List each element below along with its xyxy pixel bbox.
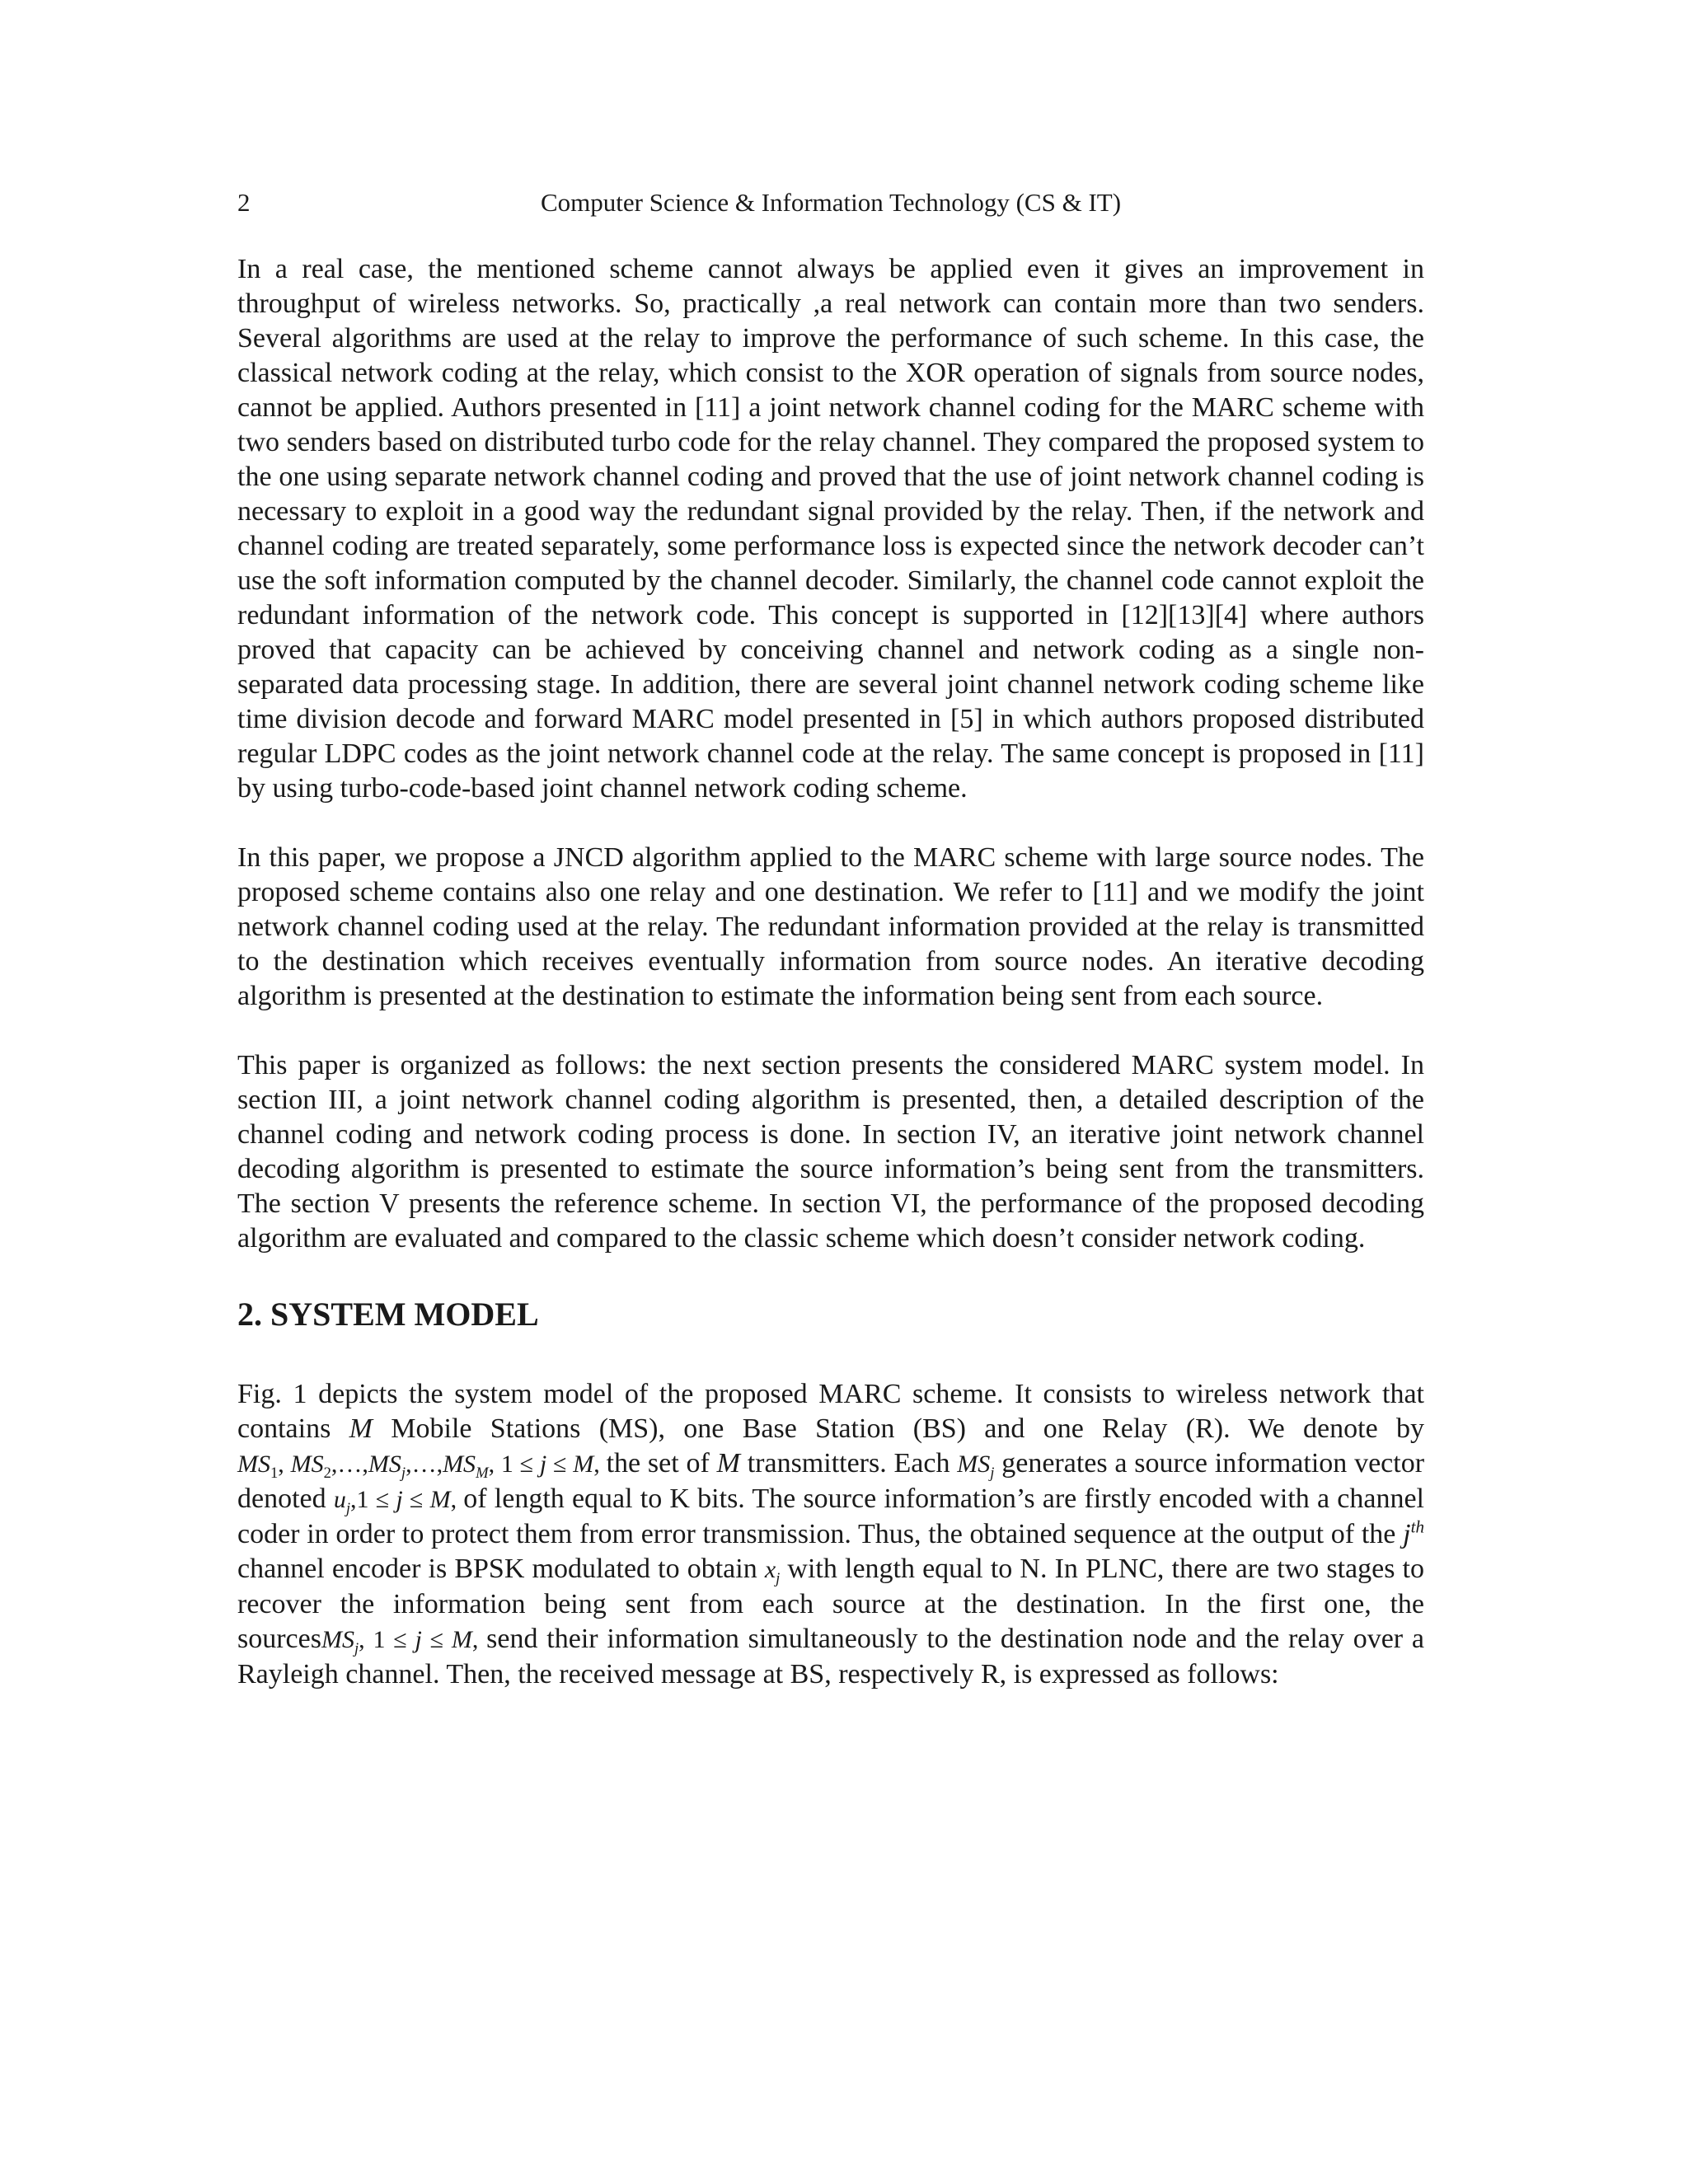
sm-text-8: with length equal to N. In PLNC, there are two stages to recover the information being sent from each source at the destination. In the first one, the sources	[237, 1554, 1424, 1654]
math-j-th: $j^{th}$	[1403, 1516, 1424, 1549]
section-heading-system-model	[237, 1293, 1424, 1336]
section-title-word-1-initial: S	[270, 1296, 289, 1333]
system-model-paragraph	[237, 1377, 1424, 1692]
math-M: M	[349, 1413, 373, 1444]
sm-text-4: transmitters. Each	[739, 1448, 958, 1479]
sm-text-2: Mobile Stations (MS), one Base Station (BS) and one Relay (R). We denote by	[372, 1413, 1424, 1444]
paper-page	[237, 183, 1424, 1692]
sm-text-5: generates a source information vector denoted	[237, 1448, 1425, 1514]
math-M-2: M	[716, 1448, 740, 1479]
sm-text-1: Fig. 1 depicts the system model of the proposed MARC scheme. It consists to wireless network that contains	[237, 1379, 1424, 1444]
sm-text-7: channel encoder is BPSK modulated to obtain	[237, 1554, 765, 1584]
math-ms-j-range: $MS_j$, 1 ≤ j ≤ M,	[321, 1626, 487, 1657]
section-title-word-2-rest: ODEL	[445, 1296, 539, 1333]
page-number: 2	[237, 188, 251, 217]
section-title-word-1-rest: YSTEM	[288, 1296, 406, 1333]
intro-paragraph-1: In a real case, the mentioned scheme cannot always be applied even it gives an improvement in throughput of wireless networks. So, practically ,a real network can contain more than two senders. Several algorithms are used at the relay to improve the performance of such scheme. In this case, the classical network coding at the relay, which consist to the XOR operation of signals from source nodes, cannot be applied. Authors presented in [11] a joint network channel coding for the MARC scheme with two senders based on distributed turbo code for the relay channel. They compared the proposed system to the one using separate network channel coding and proved that the use of joint network channel coding is necessary to exploit in a good way the redundant signal provided by the relay. Then, if the network and channel coding are treated separately, some performance loss is expected since the network decoder can’t use the soft information computed by the channel decoder. Similarly, the channel code cannot exploit the redundant information of the network code. This concept is supported in [12][13][4] where authors proved that capacity can be achieved by conceiving channel and network coding as a single non-separated data processing stage. In addition, there are several joint channel network coding scheme like time division decode and forward MARC model presented in [5] in which authors proposed distributed regular LDPC codes as the joint network channel code at the relay. The same concept is proposed in [11] by using turbo-code-based joint channel network coding scheme.	[237, 254, 1424, 804]
sm-text-6: of length equal to K bits. The source information’s are firstly encoded with a channel coder in order to protect them from error transmission. Thus, the obtained sequence at the output of the	[237, 1483, 1424, 1549]
sm-text-9: send their information simultaneously to the destination node and the relay over a Rayleigh channel. Then, the received message at BS, respectively R, is expressed as follows:	[237, 1624, 1425, 1690]
journal-name: Computer Science & Information Technology (CS & IT)	[540, 188, 1122, 217]
intro-paragraph-3: This paper is organized as follows: the next section presents the considered MARC system model. In section III, a joint network channel coding algorithm is presented, then, a detailed description of the channel coding and network coding process is done. In section IV, an iterative joint network channel decoding algorithm is presented to estimate the source information’s being sent from the transmitters. The section V presents the reference scheme. In section VI, the performance of the proposed decoding algorithm are evaluated and compared to the classic scheme which doesn’t consider network coding.	[237, 1050, 1424, 1254]
math-u-j: $u_j,1 \le j \le M$,	[333, 1486, 464, 1517]
section-number: 2.	[237, 1296, 270, 1333]
intro-paragraph-2: In this paper, we propose a JNCD algorithm applied to the MARC scheme with large source nodes. The proposed scheme contains also one relay and one destination. We refer to [11] and we modify the joint network channel coding used at the relay. The redundant information provided at the relay is transmitted to the destination which receives eventually information from source nodes. An iterative decoding algorithm is presented at the destination to estimate the information being sent from each source.	[237, 842, 1424, 1011]
math-ms-j: $MS_j$	[957, 1451, 995, 1482]
section-title-word-2-initial: M	[414, 1296, 446, 1333]
math-ms-set: $MS_1$, $MS_2,\dots,MS_j,\dots,MS_M$, 1 ≤ j ≤ M,	[237, 1451, 607, 1482]
body-text	[237, 252, 1424, 1256]
running-header	[237, 183, 1424, 223]
sm-text-3: the set of	[606, 1448, 717, 1479]
math-x-j: $x_j$	[764, 1556, 781, 1587]
